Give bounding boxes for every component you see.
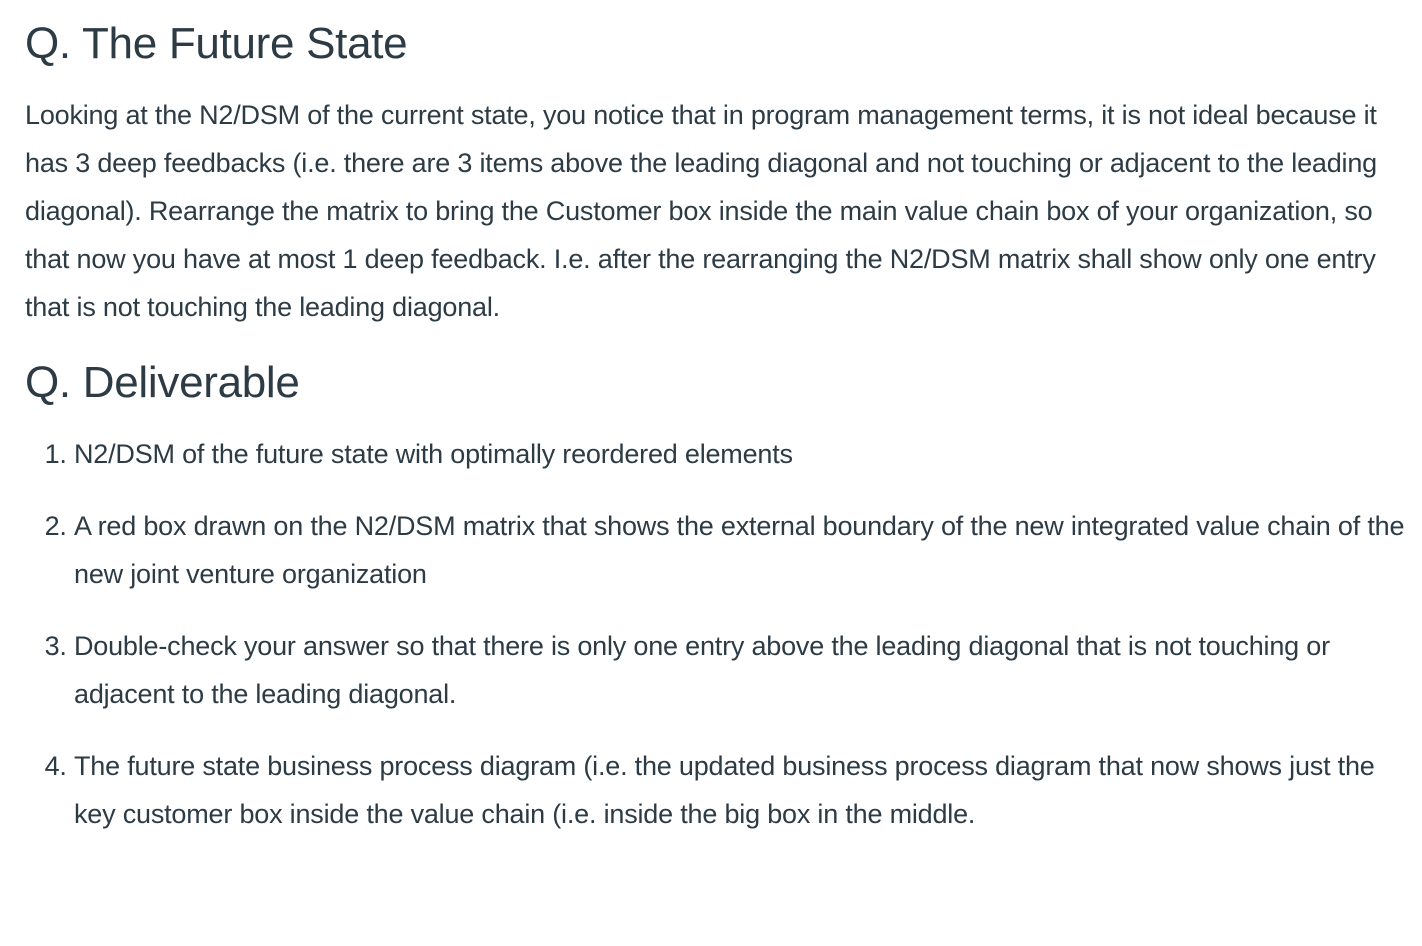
- deliverables-list: [25, 430, 1414, 838]
- deliverable-item: 4. The future state business process diagram (i.e. the updated business process diagram that now shows just the key customer box inside the value chain (i.e. inside the big box in the middle.: [74, 742, 1414, 838]
- deliverable-item: 3. Double-check your answer so that there is only one entry above the leading diagonal that is not touching or adjacent to the leading diagonal.: [74, 622, 1414, 718]
- deliverable-heading: Q. Deliverable: [25, 357, 300, 407]
- deliverable-item: 2. A red box drawn on the N2/DSM matrix that shows the external boundary of the new integrated value chain of the new joint venture organization: [74, 502, 1414, 598]
- future-state-heading: Q. The Future State: [25, 19, 408, 68]
- deliverable-item: 1. N2/DSM of the future state with optimally reordered elements: [74, 430, 1414, 478]
- future-state-paragraph: Looking at the N2/DSM of the current state, you notice that in program management terms, it is not ideal because it has 3 deep feedbacks (i.e. there are 3 items above the leading diagonal and not touching or adjacent to the leading diagonal). Rearrange the matrix to bring the Customer box inside the main value chain box of your organization, so that now you have at most 1 deep feedback. I.e. after the rearranging the N2/DSM matrix shall show only one entry that is not touching the leading diagonal.: [25, 99, 1377, 322]
